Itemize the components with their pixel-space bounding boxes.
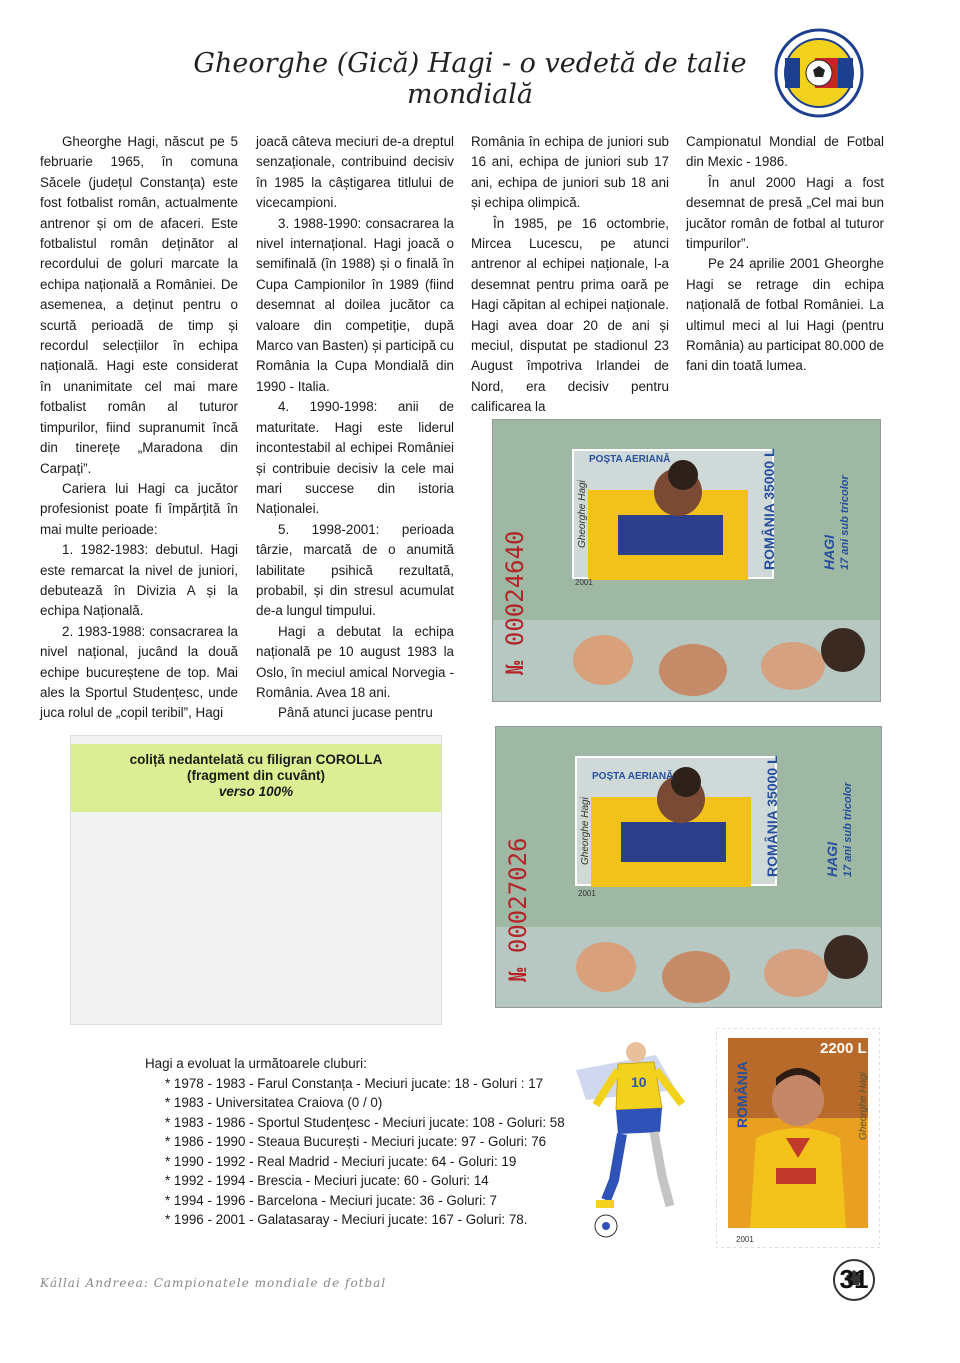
stamp-subtitle: 17 ani sub tricolor bbox=[842, 782, 854, 877]
stamp-value: ROMÂNIA 35000 L bbox=[764, 755, 780, 877]
stamp-value: 2200 L bbox=[820, 1040, 867, 1057]
paragraph: 3. 1988-1990: consacrarea la nivel internațional. Hagi joacă o semifinală (în 1988) și o finală în Cupa Campionilor în 1989 (fiind desemnat al doilea jucător ca valoare din competiție, după Marco van Basten) și participă cu România la Cupa Mondială din 1990 - Italia. bbox=[256, 215, 454, 394]
paragraph: În 1985, pe 16 octombrie, Mircea Lucescu, pe atunci antrenor al echipei naționale, l-a desemnat pentru prima oară pe Hagi căpitan al echipei naționale. Hagi avea doar 20 de ani și meciul, disputat pe stadionul 23 August împotriva Irlandei de Nord, era decisiv pentru calificarea la bbox=[471, 215, 669, 415]
stamp-year: 2001 bbox=[736, 1235, 754, 1244]
list-item: * 1992 - 1994 - Brescia - Meciuri jucate: 60 - Goluri: 14 bbox=[165, 1173, 489, 1188]
frf-emblem bbox=[774, 28, 864, 118]
stamp-signature: Gheorghe Hagi bbox=[580, 797, 591, 865]
paragraph: Până atunci jucase pentru bbox=[278, 705, 433, 721]
paragraph: Hagi a debutat la echipa națională pe 10 august 1983 la Oslo, în meciul amical Norvegia - România. Avea 18 ani. bbox=[256, 623, 454, 700]
paragraph: 4. 1990-1998: anii de maturitate. Hagi este liderul incontestabil al echipei României și contribuie decisiv la cele mai mari succese din istoria Naționalei. bbox=[256, 399, 454, 517]
footer-credit: Kállai Andreea: Campionatele mondiale de fotbal bbox=[40, 1276, 387, 1290]
paragraph: Cariera lui Hagi ca jucător profesionist poate fi împărțită în mai multe perioade: bbox=[40, 480, 238, 537]
list-item: * 1990 - 1992 - Real Madrid - Meciuri jucate: 64 - Goluri: 19 bbox=[165, 1153, 517, 1169]
hagi-stamp bbox=[716, 1028, 880, 1248]
page-number-badge bbox=[826, 1258, 882, 1302]
serial-number: № 00024640 bbox=[501, 530, 529, 675]
souvenir-sheet-1 bbox=[492, 419, 881, 702]
paragraph: 1. 1982-1983: debutul. Hagi este remarcat la nivel de juniori, debutează în Divizia A și la echipa Națională. bbox=[40, 542, 238, 619]
paragraph: Campionatul Mondial de Fotbal din Mexic - 1986. bbox=[686, 134, 884, 170]
list-item: * 1996 - 2001 - Galatasaray - Meciuri jucate: 167 - Goluri: 78. bbox=[165, 1212, 528, 1227]
list-item: * 1983 - 1986 - Sportul Studențesc - Meciuri jucate: 108 - Goluri: 58 bbox=[165, 1114, 565, 1130]
stamp-year: 2001 bbox=[575, 578, 593, 587]
footballer-drawing bbox=[566, 1030, 714, 1250]
article-column-4 bbox=[686, 132, 884, 377]
paragraph: Gheorghe Hagi, născut pe 5 februarie 1965, în comuna Săcele (județul Constanța) este fost fotbalist român, actualmente antrenor și om de afaceri. Este fotbalistul român deținător al recordului de goluri marcate la echipa națională a României. De asemenea, a deținut pentru o scurtă perioadă de timp și recordul selecțiilor în echipa națională. Hagi este considerat în unanimitate cel mai mare fotbalist român al tuturor timpurilor, fiind supranumit încă din tinerețe „Maradona din Carpați”. bbox=[40, 134, 238, 476]
article-column-3 bbox=[471, 132, 669, 418]
paragraph: 5. 1998-2001: perioada târzie, marcată de o anumită labilitate psihică rezultată, probabil, și din stresul acumulat de-a lungul timpului. bbox=[256, 521, 454, 619]
stamp-country: ROMÂNIA bbox=[734, 1061, 750, 1128]
paragraph: joacă câteva meciuri de-a dreptul senzaționale, contribuind decisiv în 1985 la câștigarea titlului de vicecampioni. bbox=[256, 134, 454, 211]
page-title: Gheorghe (Gică) Hagi - o vedetă de talie mondială bbox=[193, 48, 747, 110]
clubs-intro: Hagi a evoluat la următoarele cluburi: bbox=[145, 1056, 367, 1071]
paragraph: Pe 24 aprilie 2001 Gheorghe Hagi se retrage din echipa națională de fotbal României. La ultimul meci al lui Hagi (pentru România) au participat 80.000 de fani din toată lumea. bbox=[686, 256, 885, 374]
watermark-verso-image bbox=[70, 735, 442, 1025]
paragraph: România în echipa de juniori sub 16 ani, echipa de juniori sub 17 ani, echipa de juniori sub 18 ani și echipa olimpică. bbox=[471, 134, 669, 211]
note-line-1: coliță nedantelată cu filigran COROLLA bbox=[129, 752, 383, 767]
list-item: * 1978 - 1983 - Farul Constanța - Meciuri jucate: 18 - Goluri : 17 bbox=[165, 1075, 544, 1091]
stamp-signature: Gheorghe Hagi bbox=[577, 480, 588, 548]
article-column-1 bbox=[40, 132, 238, 724]
air-mail-label: POȘTA AERIANĂ bbox=[589, 454, 671, 465]
article-column-2 bbox=[256, 132, 454, 724]
note-line-2: (fragment din cuvânt) bbox=[186, 768, 325, 783]
paragraph: 2. 1983-1988: consacrarea la nivel național, jucând la două echipe bucureștene de top. Mai ales la Sportul Studențesc, unde juca rolul de „copil teribil”, Hagi bbox=[40, 623, 238, 721]
note-line-3: verso 100% bbox=[218, 784, 294, 799]
player-illustration bbox=[566, 1030, 714, 1250]
shirt-number: 10 bbox=[631, 1074, 647, 1090]
serial-number: № 00027026 bbox=[504, 837, 532, 982]
list-item: * 1983 - Universitatea Craiova (0 / 0) bbox=[165, 1095, 383, 1110]
stamp-year: 2001 bbox=[578, 889, 596, 898]
souvenir-sheet-2 bbox=[495, 726, 882, 1008]
page-number: 31 bbox=[839, 1264, 869, 1294]
stamp-signature: Gheorghe Hagi bbox=[858, 1072, 869, 1140]
paragraph: În anul 2000 Hagi a fost desemnat de presă „Cel mai bun jucător român de fotbal al tuturor timpurilor”. bbox=[686, 174, 884, 252]
list-item: * 1994 - 1996 - Barcelona - Meciuri jucate: 36 - Goluri: 7 bbox=[165, 1192, 497, 1208]
stamp-hagi-label: HAGI bbox=[824, 842, 840, 877]
list-item: * 1986 - 1990 - Steaua București - Meciuri jucate: 97 - Goluri: 76 bbox=[165, 1134, 547, 1149]
stamp-hagi-label: HAGI bbox=[821, 535, 837, 570]
stamp-subtitle: 17 ani sub tricolor bbox=[839, 475, 851, 570]
air-mail-label: POȘTA AERIANĂ bbox=[592, 771, 674, 782]
watermark-note bbox=[71, 744, 441, 812]
stamp-value: ROMÂNIA 35000 L bbox=[761, 448, 777, 570]
clubs-list bbox=[145, 1054, 565, 1230]
